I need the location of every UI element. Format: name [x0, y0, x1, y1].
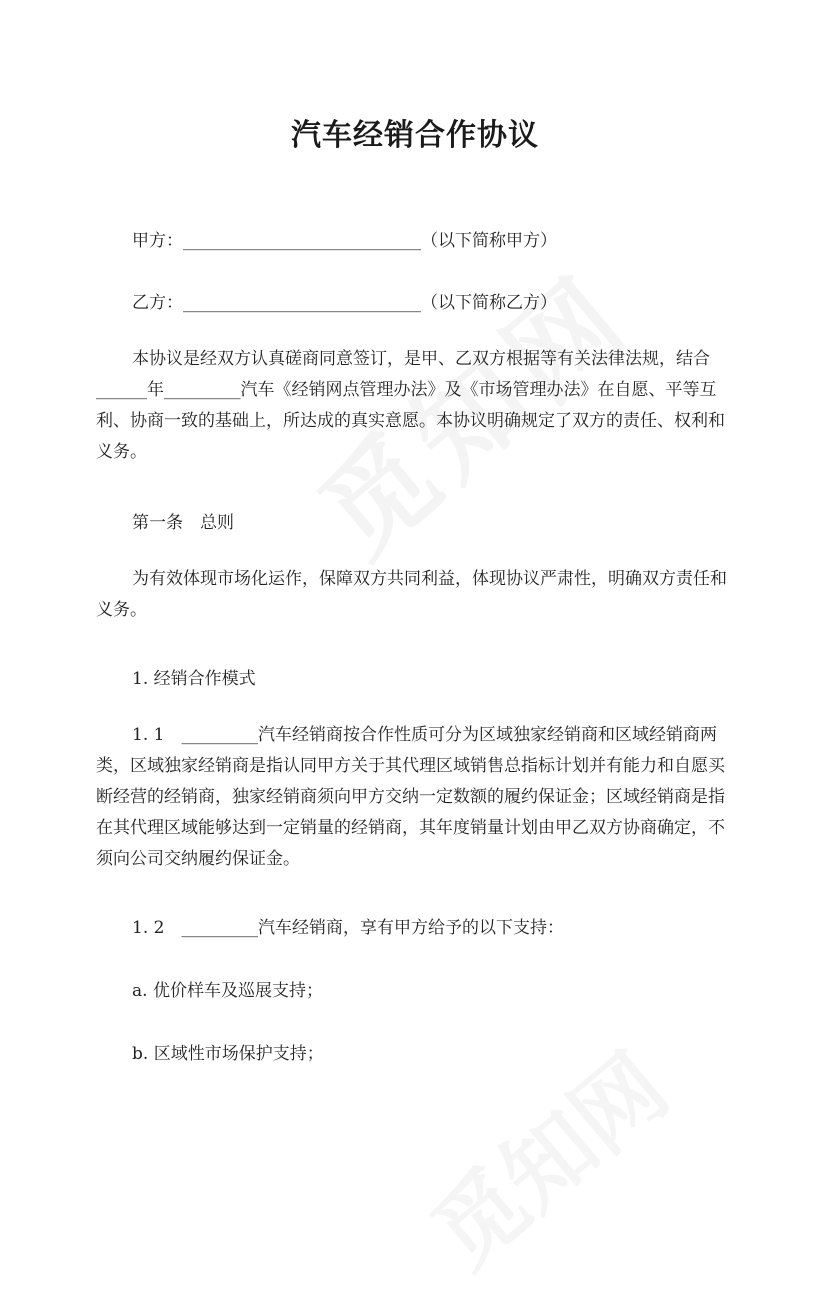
section-1-1-line: 断经营的经销商，独家经销商须向甲方交纳一定数额的履约保证金；区域经销商是指: [96, 787, 725, 807]
section-1-heading: 1. 经销合作模式: [132, 669, 256, 689]
section-1-1-paragraph: [96, 720, 736, 875]
intro-line: 本协议是经双方认真磋商同意签订，是甲、乙双方根据等有关法律法规，结合: [132, 349, 710, 369]
section-1-1-line: 1. 1 _________汽车经销商按合作性质可分为区域独家经销商和区域经销商两: [132, 725, 717, 745]
intro-line: ______年_________汽车《经销网点管理办法》及《市场管理办法》在自愿、平等互: [96, 380, 717, 400]
article-1-heading: 第一条 总则: [132, 513, 234, 533]
item-a: a. 优价样车及巡展支持；: [132, 981, 323, 1001]
section-1-1-line: 须向公司交纳履约保证金。: [96, 849, 300, 869]
party-a-line: 甲方：____________________________（以下简称甲方）: [132, 231, 557, 251]
section-1-1-line: 类，区域独家经销商是指认同甲方关于其代理区域销售总指标计划并有能力和自愿买: [96, 756, 725, 776]
purpose-line: 为有效体现市场化运作，保障双方共同利益，体现协议严肃性，明确双方责任和: [132, 569, 727, 589]
watermark-bottom: [400, 1018, 690, 1291]
section-1-1-line: 在其代理区域能够达到一定销量的经销商，其年度销量计划由甲乙双方协商确定，不: [96, 818, 725, 838]
purpose-paragraph: [96, 564, 736, 626]
party-b-line: 乙方：____________________________（以下简称乙方）: [132, 293, 557, 313]
intro-line: 义务。: [96, 442, 147, 462]
section-1-2-line: 1. 2 _________汽车经销商，享有甲方给予的以下支持：: [132, 918, 564, 938]
intro-line: 利、协商一致的基础上，所达成的真实意愿。本协议明确规定了双方的责任、权利和: [96, 411, 725, 431]
document-title: 汽车经销合作协议: [291, 118, 539, 153]
item-b: b. 区域性市场保护支持；: [132, 1044, 324, 1064]
purpose-line: 义务。: [96, 600, 147, 620]
intro-paragraph: [96, 344, 736, 468]
